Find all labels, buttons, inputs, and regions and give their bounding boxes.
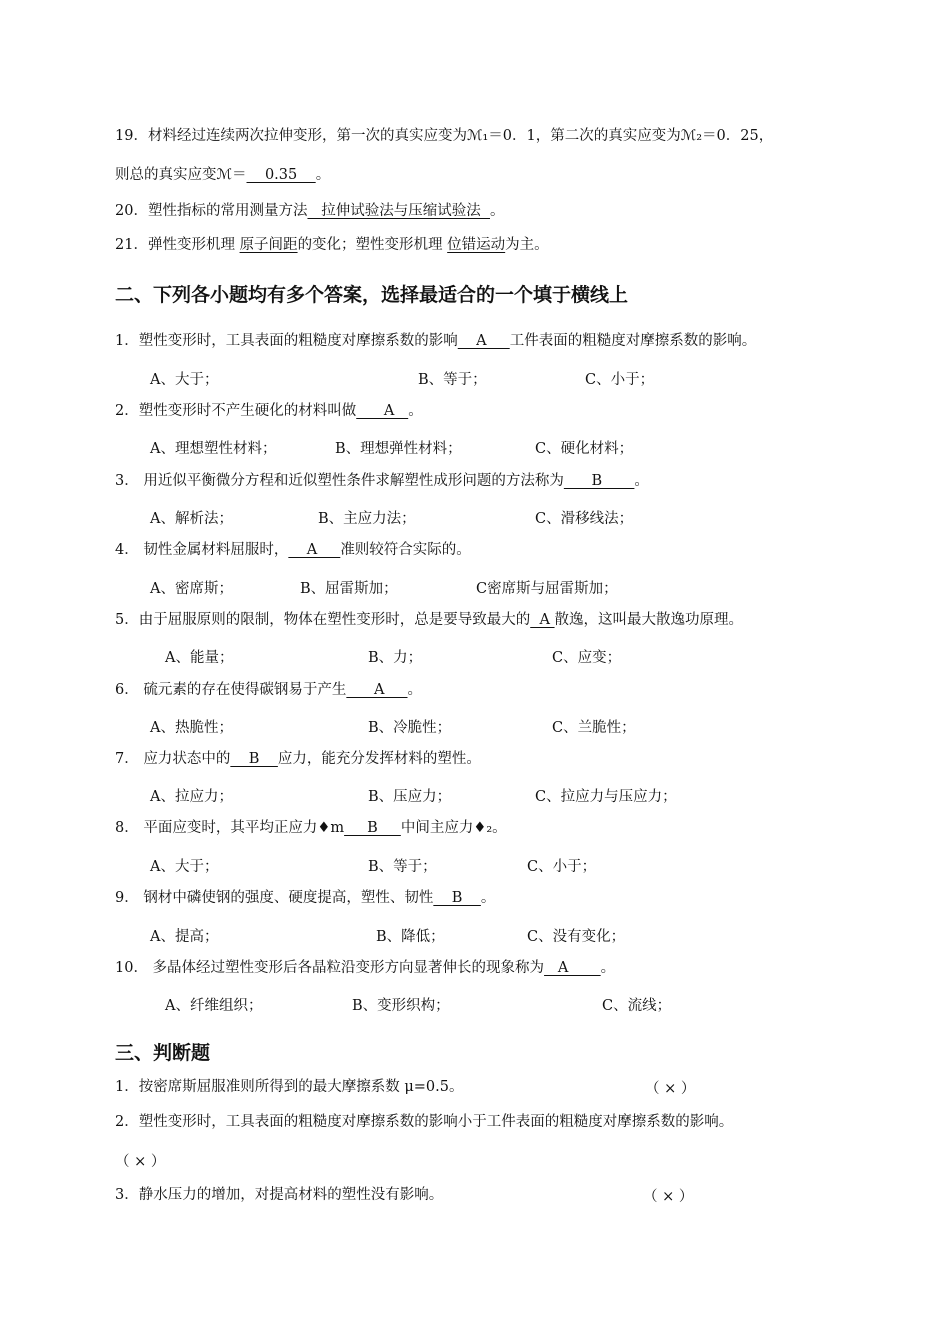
q19-line2: [115, 165, 330, 185]
option-a: A、提高；: [150, 929, 219, 945]
question-text: 4． 韧性金属材料屈服时，: [115, 542, 289, 558]
question-text-end: 。: [407, 682, 423, 698]
tf-mark-3: （ × ）: [643, 1189, 694, 1205]
question-text: 7． 应力状态中的: [115, 751, 231, 767]
question-text-end: 。: [408, 403, 423, 419]
question-text-end: 应力，能充分发挥材料的塑性。: [277, 751, 481, 767]
option-b: B、屈雷斯加；: [300, 581, 398, 597]
question-text-end: 工件表面的粗糙度对摩擦系数的影响。: [509, 333, 757, 349]
mc-question-2: [115, 401, 423, 421]
q19-suffix: 。: [315, 167, 331, 183]
option-a: A、大于；: [150, 859, 219, 875]
mc-question-10: [115, 958, 615, 978]
question-text-end: 。: [600, 960, 616, 976]
answer-blank: A: [457, 333, 510, 349]
answer-blank: A: [530, 612, 555, 628]
mc-question-8: [115, 818, 507, 838]
option-a: A、能量；: [165, 650, 234, 666]
option-a: A、大于；: [150, 372, 219, 388]
option-c: C、滑移线法；: [535, 511, 634, 527]
option-c: C、硬化材料；: [535, 441, 634, 457]
q21-suffix: 为主。: [505, 237, 549, 253]
question-text-end: 散逸，这叫最大散逸功原理。: [554, 612, 744, 628]
option-c: C、兰脆性；: [552, 720, 636, 736]
question-text-end: 准则较符合实际的。: [340, 542, 471, 558]
option-a: A、密席斯；: [150, 581, 233, 597]
option-b: B、理想弹性材料；: [335, 441, 462, 457]
q21-prefix: 21．弹性变形机理: [115, 237, 240, 253]
question-text: 5．由于屈服原则的限制，物体在塑性变形时，总是要导致最大的: [115, 612, 531, 628]
question-text: 10． 多晶体经过塑性变形后各晶粒沿变形方向显著伸长的现象称为: [115, 960, 545, 976]
option-a: A、理想塑性材料；: [150, 441, 277, 457]
q19-line1: [115, 126, 773, 146]
q21-middle: 的变化；塑性变形机理: [297, 237, 448, 253]
question-text: 1．塑性变形时，工具表面的粗糙度对摩擦系数的影响: [115, 333, 458, 349]
section2-heading: 二、下列各小题均有多个答案，选择最适合的一个填于横线上: [115, 284, 629, 306]
mc-question-4: [115, 540, 471, 560]
option-a: A、纤维组织；: [165, 998, 263, 1014]
question-text-end: 。: [634, 473, 649, 489]
answer-blank: B: [344, 820, 401, 836]
mc-question-1: [115, 331, 756, 351]
answer-blank: A: [288, 542, 341, 558]
option-b: B、降低；: [376, 929, 445, 945]
answer-blank: A: [356, 403, 409, 419]
question-text-end: 中间主应力♦₂。: [400, 820, 507, 836]
q20-prefix: 20．塑性指标的常用测量方法: [115, 203, 308, 219]
mc-question-6: [115, 680, 422, 700]
question-text: 8． 平面应变时，其平均正应力♦m: [115, 820, 345, 836]
question-text: 9． 钢材中磷使钢的强度、硬度提高，塑性、韧性: [115, 890, 434, 906]
q20-line: [115, 201, 505, 221]
option-c: C、流线；: [602, 998, 672, 1014]
answer-blank: B: [433, 890, 481, 906]
option-c: C、拉应力与压应力；: [535, 789, 677, 805]
question-text: 2．塑性变形时不产生硬化的材料叫做: [115, 403, 357, 419]
option-a: A、热脆性；: [150, 720, 233, 736]
mc-question-9: [115, 888, 495, 908]
answer-blank: A: [346, 682, 408, 698]
tf-mark-2: （ × ）: [115, 1154, 166, 1170]
option-a: A、解析法；: [150, 511, 233, 527]
tf-mark-1: （ × ）: [645, 1081, 696, 1097]
option-c: C、应变；: [552, 650, 622, 666]
option-b: B、等于；: [368, 859, 437, 875]
option-c: C密席斯与屈雷斯加；: [476, 581, 618, 597]
option-b: B、主应力法；: [318, 511, 416, 527]
option-c: C、小于；: [585, 372, 655, 388]
option-a: A、拉应力；: [150, 789, 233, 805]
section3-heading: 三、判断题: [115, 1042, 211, 1064]
option-b: B、等于；: [418, 372, 487, 388]
q21-line: [115, 235, 549, 255]
q19-text: 19．材料经过连续两次拉伸变形，第一次的真实应变为ℳ₁＝0．1，第二次的真实应变为ℳ₂＝0．25，: [115, 128, 774, 144]
question-text: 3． 用近似平衡微分方程和近似塑性条件求解塑性成形问题的方法称为: [115, 473, 564, 489]
q20-answer: 拉伸试验法与压缩试验法: [307, 203, 490, 219]
option-c: C、小于；: [527, 859, 597, 875]
option-b: B、压应力；: [368, 789, 452, 805]
answer-blank: B: [563, 473, 635, 489]
question-text-end: 。: [480, 890, 496, 906]
tf-question-1: 1．按密席斯屈服准则所得到的最大摩擦系数 μ=0.5。: [115, 1079, 464, 1095]
q21-answer-1: 原子间距: [239, 237, 298, 253]
mc-question-7: [115, 749, 481, 769]
tf-question-2: 2．塑性变形时，工具表面的粗糙度对摩擦系数的影响小于工件表面的粗糙度对摩擦系数的影响。: [115, 1114, 734, 1130]
option-c: C、没有变化；: [527, 929, 626, 945]
q19-prefix: 则总的真实应变ℳ＝: [115, 167, 247, 183]
answer-blank: A: [544, 960, 601, 976]
q19-answer: 0.35: [246, 167, 316, 183]
mc-question-3: [115, 471, 649, 491]
option-b: B、变形织构；: [352, 998, 450, 1014]
answer-blank: B: [230, 751, 278, 767]
q20-suffix: 。: [490, 203, 505, 219]
option-b: B、冷脆性；: [368, 720, 452, 736]
option-b: B、力；: [368, 650, 423, 666]
tf-question-3: 3．静水压力的增加，对提高材料的塑性没有影响。: [115, 1187, 444, 1203]
question-text: 6． 硫元素的存在使得碳钢易于产生: [115, 682, 347, 698]
mc-question-5: [115, 610, 743, 630]
q21-answer-2: 位错运动: [447, 237, 506, 253]
